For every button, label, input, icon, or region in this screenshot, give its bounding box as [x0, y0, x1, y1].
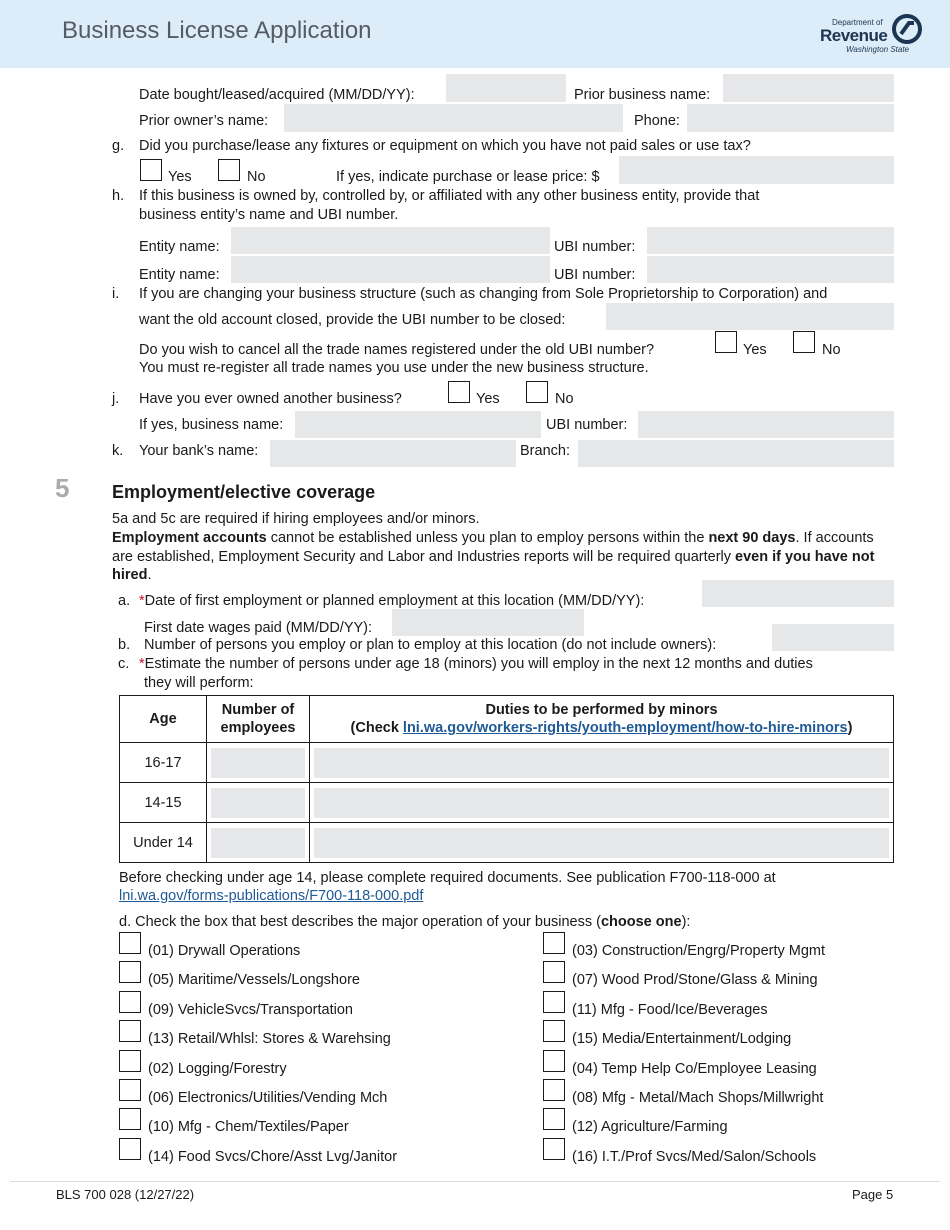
table-row	[120, 783, 894, 823]
j-ubi-label: UBI number:	[546, 417, 628, 433]
phone-label: Phone:	[634, 113, 680, 129]
operation-checkbox[interactable]	[119, 991, 141, 1013]
h-text-line2: business entity’s name and UBI number.	[139, 207, 399, 223]
age-cell: 16-17	[120, 743, 207, 783]
j-question: Have you ever owned another business?	[139, 391, 402, 407]
i-text-line1: If you are changing your business structure (such as changing from Sole Proprietorship to Corporation) and	[139, 286, 828, 302]
duties-field[interactable]	[314, 748, 889, 778]
j-business-field[interactable]	[295, 411, 541, 438]
prior-owner-field[interactable]	[284, 104, 623, 132]
j-ubi-field[interactable]	[638, 411, 894, 438]
duties-field[interactable]	[314, 828, 889, 858]
item-letter-5b: b.	[118, 637, 131, 653]
logo-swirl-icon	[892, 14, 922, 44]
item-letter-g: g.	[112, 138, 125, 154]
item-letter-j: j.	[112, 391, 120, 407]
operation-label: (03) Construction/Engrg/Property Mgmt	[572, 943, 826, 959]
column-header-number: Number of employees	[207, 696, 310, 743]
form-id: BLS 700 028 (12/27/22)	[56, 1187, 195, 1202]
j-yes-label: Yes	[476, 391, 500, 407]
operation-label: (10) Mfg - Chem/Textiles/Paper	[148, 1119, 349, 1135]
age-cell: Under 14	[120, 823, 207, 863]
operation-label: (12) Agriculture/Farming	[572, 1119, 728, 1135]
duties-cell	[310, 823, 894, 863]
g-yes-label: Yes	[168, 169, 192, 185]
operation-checkbox[interactable]	[119, 961, 141, 983]
date-bought-field[interactable]	[446, 74, 566, 102]
5c-question-line2: they will perform:	[144, 675, 254, 691]
prior-business-label: Prior business name:	[574, 87, 711, 103]
operation-checkbox[interactable]	[119, 1079, 141, 1101]
operation-label: (16) I.T./Prof Svcs/Med/Salon/Schools	[572, 1149, 817, 1165]
ubi-field-2[interactable]	[647, 256, 894, 283]
minors-link[interactable]: lni.wa.gov/workers-rights/youth-employment/how-to-hire-minors	[402, 720, 848, 736]
entity-name-field-1[interactable]	[231, 227, 550, 254]
persons-employed-field[interactable]	[772, 624, 894, 651]
i-note: You must re-register all trade names you use under the new business structure.	[139, 360, 649, 376]
ubi-label-2: UBI number:	[554, 267, 636, 283]
operation-checkbox[interactable]	[119, 932, 141, 954]
5a-question: *Date of first employment or planned employment at this location (MM/DD/YY):	[139, 593, 645, 609]
section-title: Employment/elective coverage	[112, 482, 376, 502]
g-question: Did you purchase/lease any fixtures or equipment on which you have not paid sales or use tax?	[139, 138, 751, 154]
operation-label: (02) Logging/Forestry	[148, 1061, 287, 1077]
wages-date-label: First date wages paid (MM/DD/YY):	[144, 620, 373, 636]
5c-question: *Estimate the number of persons under age 18 (minors) you will employ in the next 12 months and duties	[139, 656, 813, 672]
g-price-field[interactable]	[619, 156, 894, 184]
footer-divider	[10, 1181, 940, 1182]
operation-label: (06) Electronics/Utilities/Vending Mch	[148, 1090, 388, 1106]
operation-checkbox[interactable]	[543, 961, 565, 983]
age-cell: 14-15	[120, 783, 207, 823]
date-bought-label: Date bought/leased/acquired (MM/DD/YY):	[139, 87, 415, 103]
ubi-field-1[interactable]	[647, 227, 894, 254]
operation-label: (08) Mfg - Metal/Mach Shops/Millwright	[572, 1090, 824, 1106]
number-field[interactable]	[211, 828, 305, 858]
i-no-checkbox[interactable]	[793, 331, 815, 353]
section-number: 5	[55, 473, 70, 503]
ubi-label-1: UBI number:	[554, 239, 636, 255]
operation-label: (13) Retail/Whlsl: Stores & Warehsing	[148, 1031, 391, 1047]
operation-label: (09) VehicleSvcs/Transportation	[148, 1002, 353, 1018]
column-header-duties: Duties to be performed by minors (Check lni.wa.gov/workers-rights/youth-employment/how-to-hire-minors)	[310, 696, 894, 743]
entity-name-field-2[interactable]	[231, 256, 550, 283]
under-14-note: Before checking under age 14, please complete required documents. See publication F700-118-000 at	[119, 870, 776, 886]
minors-table	[119, 695, 894, 863]
operation-label: (01) Drywall Operations	[148, 943, 301, 959]
duties-field[interactable]	[314, 788, 889, 818]
prior-business-field[interactable]	[723, 74, 894, 102]
section-intro: 5a and 5c are required if hiring employees and/or minors.	[112, 511, 480, 527]
item-letter-i: i.	[112, 286, 120, 302]
prior-owner-label: Prior owner’s name:	[139, 113, 269, 129]
item-letter-5a: a.	[118, 593, 131, 609]
number-field[interactable]	[211, 788, 305, 818]
logo-revenue-text: Revenue	[820, 26, 888, 45]
table-row	[120, 823, 894, 863]
operation-checkbox[interactable]	[543, 1020, 565, 1042]
operation-label: (15) Media/Entertainment/Lodging	[572, 1031, 792, 1047]
item-letter-h: h.	[112, 188, 125, 204]
wages-date-field[interactable]	[392, 609, 584, 636]
entity-name-label-2: Entity name:	[139, 267, 220, 283]
5d-question: d. Check the box that best describes the major operation of your business (choose one):	[119, 914, 691, 930]
entity-name-label-1: Entity name:	[139, 239, 220, 255]
i-yes-checkbox[interactable]	[715, 331, 737, 353]
duties-cell	[310, 783, 894, 823]
k-branch-label: Branch:	[520, 443, 570, 459]
g-no-label: No	[247, 169, 266, 185]
operation-checkbox[interactable]	[543, 991, 565, 1013]
dor-logo	[820, 14, 930, 58]
operation-checkbox[interactable]	[119, 1050, 141, 1072]
j-yes-checkbox[interactable]	[448, 381, 470, 403]
i-yes-label: Yes	[743, 342, 767, 358]
phone-field[interactable]	[687, 104, 894, 132]
page-number: Page 5	[852, 1187, 894, 1202]
duties-cell	[310, 743, 894, 783]
publication-link[interactable]: lni.wa.gov/forms-publications/F700-118-000.pdf	[119, 888, 424, 904]
branch-field[interactable]	[578, 440, 894, 467]
operation-checkbox[interactable]	[543, 1079, 565, 1101]
k-bank-label: Your bank’s name:	[139, 443, 259, 459]
5b-question: Number of persons you employ or plan to employ at this location (do not include owners):	[144, 637, 717, 653]
i-no-label: No	[822, 342, 841, 358]
g-no-checkbox[interactable]	[218, 159, 240, 181]
operation-label: (04) Temp Help Co/Employee Leasing	[572, 1061, 817, 1077]
page-title: Business License Application	[62, 17, 372, 44]
operation-label: (07) Wood Prod/Stone/Glass & Mining	[572, 972, 818, 988]
bank-name-field[interactable]	[270, 440, 516, 467]
j-no-label: No	[555, 391, 574, 407]
operation-checkbox[interactable]	[543, 1050, 565, 1072]
h-text-line1: If this business is owned by, controlled by, or affiliated with any other business entity, provide that	[139, 188, 760, 204]
item-letter-5c: c.	[118, 656, 130, 672]
operation-checkbox[interactable]	[543, 1108, 565, 1130]
operation-label: (05) Maritime/Vessels/Longshore	[148, 972, 360, 988]
number-field[interactable]	[211, 748, 305, 778]
operation-checkbox[interactable]	[119, 1138, 141, 1160]
operation-checkbox[interactable]	[119, 1108, 141, 1130]
first-employment-date-field[interactable]	[702, 580, 894, 607]
table-header-row	[120, 696, 894, 743]
logo-state-text: Washington State	[846, 45, 910, 54]
j-business-label: If yes, business name:	[139, 417, 284, 433]
operation-label: (14) Food Svcs/Chore/Asst Lvg/Janitor	[148, 1149, 398, 1165]
old-ubi-field[interactable]	[606, 303, 894, 330]
operation-checkbox[interactable]	[543, 1138, 565, 1160]
table-row	[120, 743, 894, 783]
logo-department-text: Department of	[832, 18, 883, 27]
operation-checkbox[interactable]	[543, 932, 565, 954]
number-cell	[207, 823, 310, 863]
operation-label: (11) Mfg - Food/Ice/Beverages	[572, 1002, 768, 1018]
item-letter-k: k.	[112, 443, 124, 459]
j-no-checkbox[interactable]	[526, 381, 548, 403]
page-header	[0, 0, 950, 68]
i-cancel-question: Do you wish to cancel all the trade names registered under the old UBI number?	[139, 342, 655, 358]
g-yes-checkbox[interactable]	[140, 159, 162, 181]
i-text-line2: want the old account closed, provide the UBI number to be closed:	[139, 312, 566, 328]
g-price-label: If yes, indicate purchase or lease price: $	[336, 169, 600, 185]
column-header-age: Age	[120, 696, 207, 743]
operation-checkbox[interactable]	[119, 1020, 141, 1042]
number-cell	[207, 743, 310, 783]
employment-accounts-paragraph: Employment accounts cannot be established unless you plan to employ persons within the next 90 days. If accounts are established, Employment Security and Labor and Industries reports will be required quarterly even if you have not hired.	[112, 530, 875, 583]
number-cell	[207, 783, 310, 823]
